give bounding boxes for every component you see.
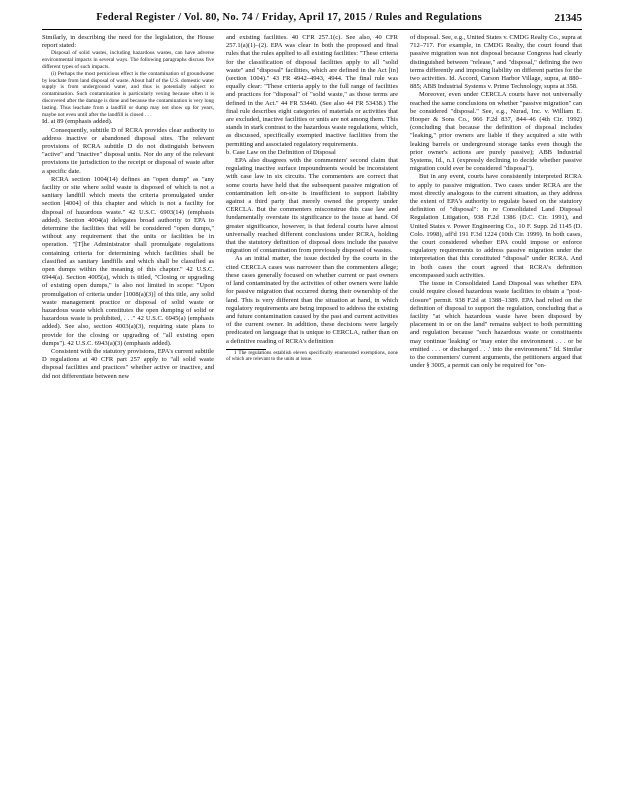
paragraph: Moreover, even under CERCLA courts have not universally reached the same conclusions on whether "passive migration" can be considered "disposal." See, e.g., Nurad, Inc. v. William E. Hooper & Sons Co., 966 F.2d 837, 844–46 (4th Cir. 1992) (concluding that because the definition of disposal includes "leaking," prior owners are liable if they acquired a site with leaking barrels or underground storage tanks even though the prior owner's actions are purely passive); ABB Industrial Systems, Id., n.1 (expressly declining to decide whether passive migration could ever be considered "disposal"). xyxy=(410,91,582,173)
header-rule xyxy=(42,29,582,30)
paragraph: Similarly, in describing the need for the legislation, the House report stated: xyxy=(42,34,214,50)
paragraph: As an initial matter, the issue decided by the courts in the cited CERCLA cases was narrower than the commenters allege; these cases generally focused on whether current or past owners of land contaminated by the activities of other owners were liable for passive migration that occurred during their ownership of the land. This is very different than the situation at hand, in which regulatory requirements are being imposed to address the existing and future contamination caused by the past and current activities of the current owner. In addition, these decisions were largely predicated on language that is unique to CERCLA, rather than on a definitive reading of RCRA's definition xyxy=(226,255,398,345)
column-left xyxy=(42,34,214,789)
block-quote: Disposal of solid wastes, including hazardous wastes, can have adverse environmental impacts in several ways. The following paragraphs discuss five different types of such impacts. xyxy=(42,50,214,70)
running-header xyxy=(42,12,582,26)
column-middle xyxy=(226,34,398,789)
section-heading: b. Case Law on the Definition of Disposal xyxy=(226,148,336,156)
column-right xyxy=(410,34,582,789)
paragraph: RCRA section 1004(14) defines an "open dump" as "any facility or site where solid waste is disposed of which is not a sanitary landfill which meets the criteria promulgated under section [4004] of this chapter and which is not a facility for disposal of hazardous waste." 42 U.S.C. 6903(14) (emphasis added). Section 4004(a) delegates broad authority to EPA to determine the facilities that will be considered "open dumps," without any requirement that the units or facilities be in operation. "[T]he Administrator shall promulgate regulations containing criteria for determining which facilities shall be classified as sanitary landfills and which shall be classified as open dumps within the meaning of this chapter." 42 U.S.C. 6944(a). Section 4005(a), which is titled, "Closing or upgrading of existing open dumps," is also not limited in scope: "Upon promulgation of criteria under [1008(a)(3)] of this title, any solid waste management practice or disposal of solid waste or hazardous waste which constitutes the open dumping of solid or hazardous waste is prohibited, . . ." 42 U.S.C. 6945(a) (emphasis added). See also, section 4003(a)(3), requiring state plans to provide for the closing or upgrading of "all existing open dumps"). 42 U.S.C. 6943(a)(3) (emphasis added). xyxy=(42,175,214,347)
paragraph: Consequently, subtitle D of RCRA provides clear authority to address inactive or abandoned disposal sites. The relevant provisions of RCRA subtitle D do not distinguish between "active" and "inactive" disposal units. Nor do any of the relevant provisions tie jurisdiction to the receipt or disposal of waste after a specific date. xyxy=(42,126,214,175)
paragraph: of disposal. See, e.g., United States v. CMDG Realty Co., supra at 712–717. For example, in CMDG Realty, the court found that passive migration was not disposal because Congress had clearly distinguished between "release," and "disposal," defining the two terms differently and imposing liability on different parties for the two activities. Id. Accord, Carson Harbor Village, supra, at 880–885; ABB Industrial Systems v. Prime Technology, supra at 358. xyxy=(410,34,582,91)
running-title: Federal Register / Vol. 80, No. 74 / Friday, April 17, 2015 / Rules and Regulations xyxy=(96,12,482,23)
footnote xyxy=(226,350,398,363)
paragraph: But in any event, courts have consistently interpreted RCRA to apply to passive migration. Two cases under RCRA are the most directly analogous to the current situation, as they address the extent of EPA's authority to regulate based on the statutory definition of "disposal": In re Consolidated Land Disposal Regulation Litigation, 938 F.2d 1386 (D.C. Cir. 1991), and United States v. Power Engineering Co., 10 F. Supp. 2d 1145 (D. Colo. 1998), aff'd 191 F.3d 1224 (10th Cir. 1999). In both cases, the court considered whether EPA could impose or enforce regulatory requirements to address passive migration under the interpretation that this constituted "disposal" under RCRA. And in both cases the court agreed that RCRA's definition encompassed such activities. xyxy=(410,173,582,279)
block-quote: (i) Perhaps the most pernicious effect is the contamination of groundwater by leachate from land disposal of waste. About half of the U.S. domestic water supply is from underground water, and thus is potentially subject to contamination. Such contamination is particularly vexing because often it is discovered after the damage is done and because the contamination is very long lasting. Thus leachate from a landfill or dump may not show up for years, maybe not even until after the landfill is closed . . . xyxy=(42,70,214,118)
citation: Id. at 89 (emphasis added). xyxy=(42,118,113,126)
footnote-text: 1 The regulations establish eleven specifically enumerated exemptions, none of which are relevant to the units at issue. xyxy=(226,349,398,363)
paragraph: Consistent with the statutory provisions, EPA's current subtitle D regulations at 40 CFR part 257 apply to "all solid waste disposal facilities and practices" whether active or inactive, and did not differentiate between new xyxy=(42,348,214,380)
paragraph: and existing facilities. 40 CFR 257.1(c). See also, 40 CFR 257.1(a)(1)–(2). EPA was clear in both the proposed and final rules that the rules applied to all existing facilities: "These criteria for the classification of disposal facilities apply to all "solid waste" and "disposal" facilities, which are defined in the Act [in] (section 1004)." 43 FR 4942–4943, 4944. The final rule was equally clear: "These criteria apply to the full range of facilities and practices for "disposal" of "solid waste," as those terms are defined in the Act." 44 FR 53440. (See also 44 FR 53438.) The final rule describes eight categories of materials or activities that are excluded, inactive facilities or units are not among them. This stands in stark contrast to the hazardous waste regulations, which, as discussed, specifically exempted inactive facilities from the permitting and associated regulatory requirements. xyxy=(226,34,398,148)
paragraph: The issue in Consolidated Land Disposal was whether EPA could require closed hazardous waste facilities to obtain a "post-closure" permit. 938 F.2d at 1388–1389. EPA had relied on the definition of disposal to support the regulation, concluding that a facility "at which hazardous waste have been disposed by placement in or on the land" remains subject to both permitting and regulation because "such hazardous waste or constituents may continue 'leaking' or 'may enter the environment . . . or be emitted . . . or discharged . . .' into the environment." Id. Similar to the commenters' current arguments, the petitioners argued that under § 3005, a permit can only be required for "on- xyxy=(410,280,582,370)
page-number: 21345 xyxy=(554,12,582,24)
paragraph: EPA also disagrees with the commenters' second claim that regulating inactive surface impoundments would be inconsistent with case law in six circuits. The commenters are correct that some courts have held that the subsequent passive migration of contamination left on-site is insufficient to support liability against a third party that merely owned the property under CERCLA. But the commenters misconstrue this case law and fundamentally overstate its significance to the issue at hand. Of greater significance, however, is that federal courts have almost universally reached different conclusions under RCRA, holding that the statutory definition of disposal does include the passive migration of contamination from previously disposed of wastes. xyxy=(226,157,398,255)
